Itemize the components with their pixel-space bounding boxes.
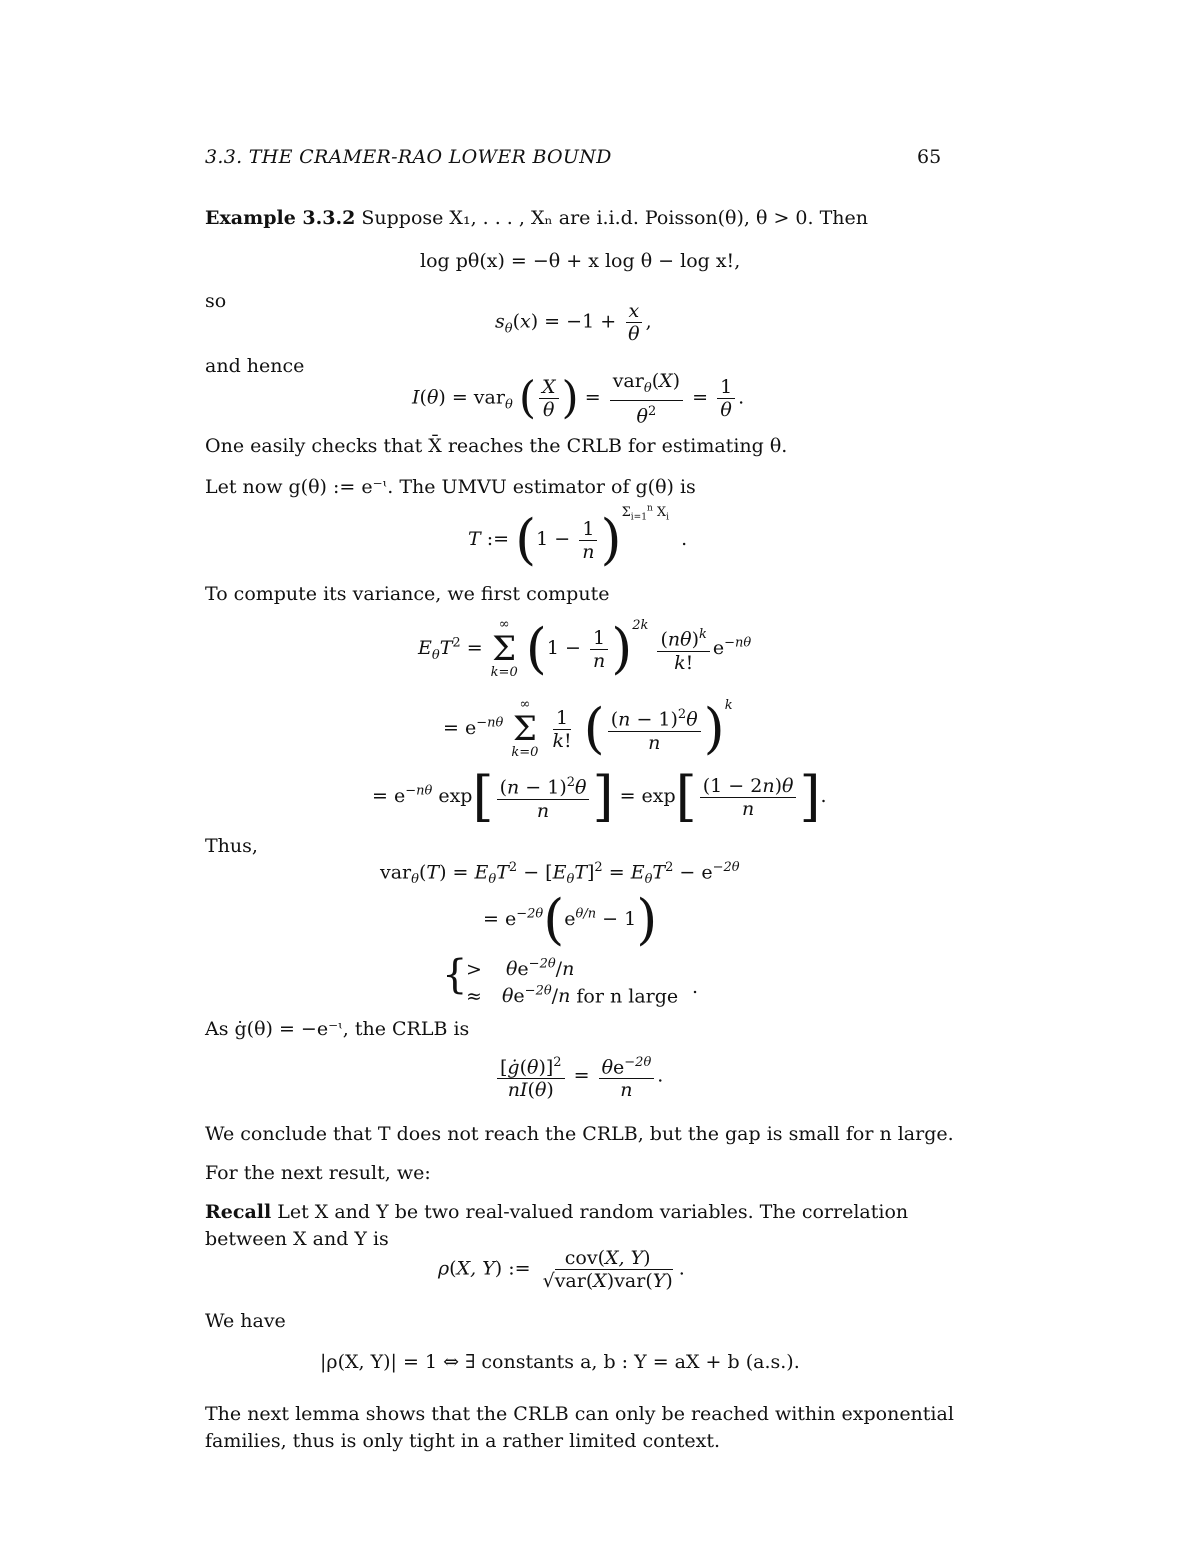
cases-trailing-dot: .	[692, 976, 699, 998]
case-n-large: for n large	[576, 985, 679, 1008]
recall-label: Recall	[205, 1201, 272, 1223]
variance-line2: = $e^{-2\theta}(e^{\theta/n} - 1)$	[483, 888, 658, 951]
conclusion-text: We conclude that T does not reach the CRLB, but the gap is small for n large.	[205, 1123, 954, 1145]
running-header: 3.3. THE CRAMER-RAO LOWER BOUND	[205, 146, 612, 168]
text-so: so	[205, 290, 227, 312]
let-now-text: Let now g(θ) := e⁻ᶥ. The UMVU estimator of g(θ) is	[205, 476, 696, 498]
recall-line1	[205, 1201, 908, 1223]
text-and-hence: and hence	[205, 355, 305, 377]
second-moment-line2: = $e^{-n\theta}$ ∞ Σ k=0 $\frac{1}{k!}$ ( $\frac{(n - 1)^2\theta}{n}$ )$^k$	[443, 697, 733, 760]
case-gt-symbol: >	[466, 958, 482, 981]
log-likelihood-equation: log pθ(x) = −θ + x log θ − log x!,	[420, 250, 741, 272]
case-approx: ≈ $\theta e^{-2\theta}/n$ for n large	[466, 984, 679, 1008]
cases-brace: {	[442, 952, 468, 998]
closing-line2: families, thus is only tight in a rather limited context.	[205, 1430, 721, 1452]
for-next-text: For the next result, we:	[205, 1162, 431, 1184]
fisher-information-equation: I(θ) = var$_\theta$ ( $\frac{X}{\theta}$ ) = $\frac{var_\theta(X)}{\theta^2}$ = $\frac{1}{\theta}$ .	[412, 370, 745, 428]
to-compute-text: To compute its variance, we first compute	[205, 583, 610, 605]
we-have-text: We have	[205, 1310, 286, 1332]
thus-text: Thus,	[205, 835, 258, 857]
page-number: 65	[917, 146, 942, 168]
case-greater: > $\theta e^{-2\theta}/n$	[466, 957, 575, 981]
case-approx-symbol: ≈	[466, 985, 482, 1008]
correlation-equation: ρ(X, Y) := $\frac{\text{cov(X, Y)}}{\text{√var(X)var(Y)}}$ .	[438, 1247, 685, 1292]
crlb-equation: $\frac{[ġ(\theta)]^2}{nI(\theta)}$ = $\frac{\theta e^{-2\theta}}{n}$ .	[494, 1052, 663, 1101]
second-moment-line1: $E_\theta T^2$ = ∞ Σ k=0 (1 − $\frac{1}{n}$ )$^{2k}$ $\frac{(n\theta)^k}{k!}$ $e^{-n\theta}$	[418, 617, 752, 680]
example-label: Example 3.3.2	[205, 207, 356, 229]
example-intro-line	[205, 207, 868, 229]
umvu-estimator-equation: T := (1 − $\frac{1}{n}$ )$^{\Sigma_{i=1}^n X_i}$ .	[468, 503, 688, 571]
closing-line1: The next lemma shows that the CRLB can only be reached within exponential	[205, 1403, 954, 1425]
recall-line2: between X and Y is	[205, 1228, 389, 1250]
score-equation: $s_\theta(x) = -1$ + $\frac{x}{\theta}$ ,	[495, 300, 652, 345]
correlation-iff-equation: |ρ(X, Y)| = 1 ⇔ ∃ constants a, b : Y = aX + b (a.s.).	[320, 1351, 800, 1373]
recall-text-1: Let X and Y be two real-valued random variables. The correlation	[271, 1201, 909, 1223]
crlb-check-text: One easily checks that X̄ reaches the CRLB for estimating θ.	[205, 435, 788, 457]
example-intro: Suppose X₁, . . . , Xₙ are i.i.d. Poisson(θ), θ > 0. Then	[361, 207, 868, 229]
as-gdot-text: As ġ(θ) = −e⁻ᶥ, the CRLB is	[205, 1018, 470, 1040]
second-moment-line3: = $e^{-n\theta}$ exp[ $\frac{(n - 1)^2\theta}{n}$ ] = exp[ $\frac{(1 - 2n)\theta}{n}$ ].	[372, 765, 827, 828]
variance-line1: $var_\theta(T) = E_\theta T^2 - [E_\theta T]^2 = E_\theta T^2 - e^{-2\theta}$	[380, 860, 740, 888]
